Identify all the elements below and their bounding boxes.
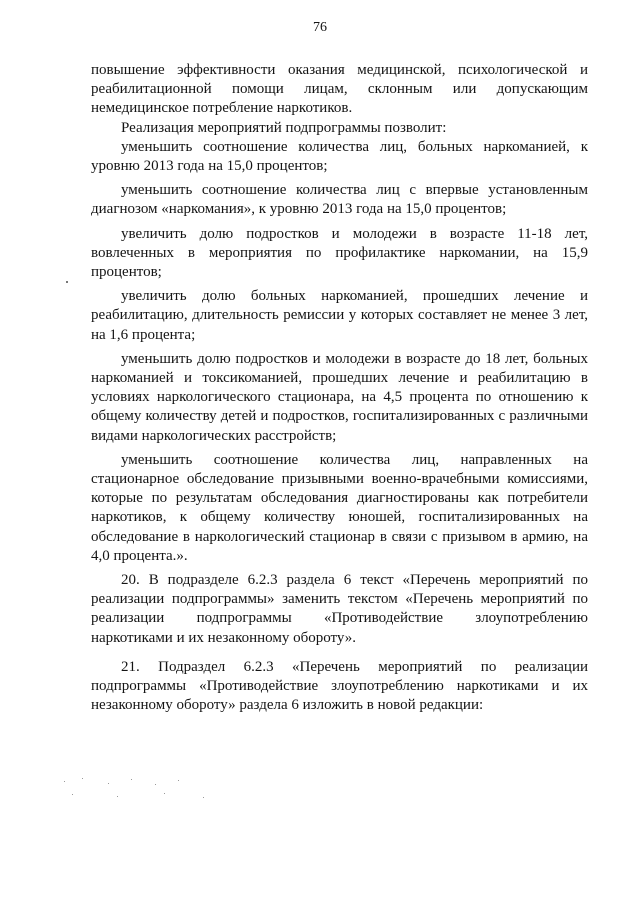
paragraph-item-21: 21. Подраздел 6.2.3 «Перечень мероприятий по реализации подпрограммы «Противодействие злоупотреблению наркотиками и их незаконному обороту» раздела 6 изложить в новой редакции: [91, 658, 588, 714]
paragraph-goal-2: уменьшить соотношение количества лиц с впервые установленным диагнозом «наркомания», к уровню 2013 года на 15,0 процентов; [91, 182, 588, 218]
paragraph-efficiency: повышение эффективности оказания медицинской, психологической и реабилитационной помощи лицам, склонным или допускающим немедицинское потребление наркотиков. [91, 62, 588, 117]
paragraph-goal-6: уменьшить соотношение количества лиц, направленных на стационарное обследование призывными военно-врачебными комиссиями, которые по результатам обследования диагностированы как потребители наркотиков, к общему количеству юношей, госпитализированных на обследование в наркологический стационар в связи с призывом в армию, на 4,0 процента.». [91, 451, 588, 564]
paragraph-goal-5: уменьшить долю подростков и молодежи в возрасте до 18 лет, больных наркоманией и токсикоманией, прошедших лечение и реабилитацию в условиях наркологического стационара, на 4,5 процента по отношению к общему количеству детей и подростков, госпитализированных с различными видами наркологических расстройств; [91, 350, 588, 444]
scan-noise [60, 775, 220, 805]
paragraph-goal-4: увеличить долю больных наркоманией, прошедших лечение и реабилитацию, длительность ремиссии у которых составляет не менее 3 лет, на 1,6 процента; [91, 288, 588, 343]
page-number: 76 [313, 20, 327, 35]
paragraph-item-20: 20. В подразделе 6.2.3 раздела 6 текст «Перечень мероприятий по реализации подпрограммы» заменить текстом «Перечень мероприятий по реализации подпрограммы «Противодействие злоупотреблению наркотиками и их незаконному обороту». [91, 572, 588, 646]
paragraph-goal-1: уменьшить соотношение количества лиц, больных наркоманией, к уровню 2013 года на 15,0 процентов; [91, 138, 588, 175]
paragraph-goal-3: увеличить долю подростков и молодежи в возрасте 11-18 лет, вовлеченных в мероприятия по профилактике наркомании, на 15,9 процентов; [91, 225, 588, 281]
paragraph-intro: Реализация мероприятий подпрограммы позволит: [121, 119, 447, 136]
scan-mark [66, 281, 68, 283]
document-body [91, 61, 588, 716]
